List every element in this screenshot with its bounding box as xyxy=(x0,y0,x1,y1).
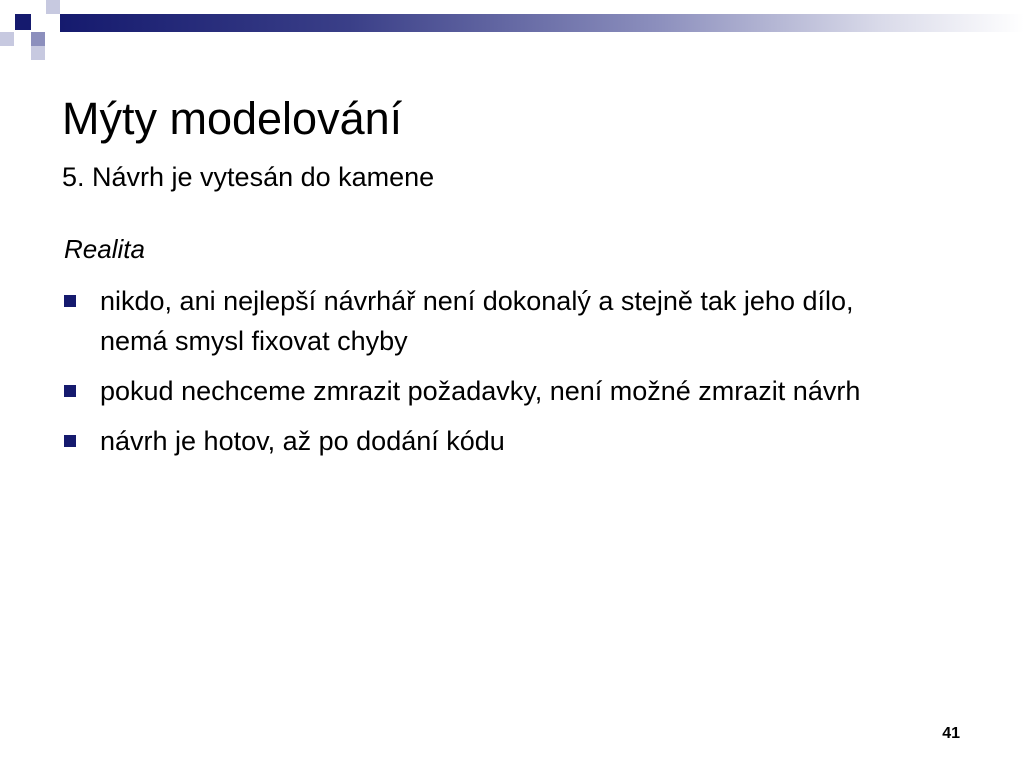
decor-square xyxy=(31,46,45,60)
bullet-item xyxy=(64,281,924,361)
slide-title: Mýty modelování xyxy=(62,93,403,144)
decor-square xyxy=(46,14,60,32)
square-bullet-icon xyxy=(64,435,76,447)
bullet-item xyxy=(64,421,924,461)
bullet-item xyxy=(64,371,924,411)
bullet-text: pokud nechceme zmrazit požadavky, není možné zmrazit návrh xyxy=(100,376,861,406)
page-number: 41 xyxy=(942,725,960,742)
decor-square xyxy=(46,0,60,14)
square-bullet-icon xyxy=(64,295,76,307)
lead-text: Realita xyxy=(64,234,145,264)
bullet-text: návrh je hotov, až po dodání kódu xyxy=(100,426,505,456)
bullet-text: nikdo, ani nejlepší návrhář není dokonalý a stejně tak jeho dílo, nemá smysl fixovat chyby xyxy=(100,286,854,356)
header-gradient-bar xyxy=(60,14,1024,32)
decor-square xyxy=(0,32,14,46)
bullet-list xyxy=(64,281,924,471)
square-bullet-icon xyxy=(64,385,76,397)
slide-subtitle: 5. Návrh je vytesán do kamene xyxy=(62,162,435,192)
decor-square xyxy=(31,32,45,46)
decor-square xyxy=(15,14,31,30)
